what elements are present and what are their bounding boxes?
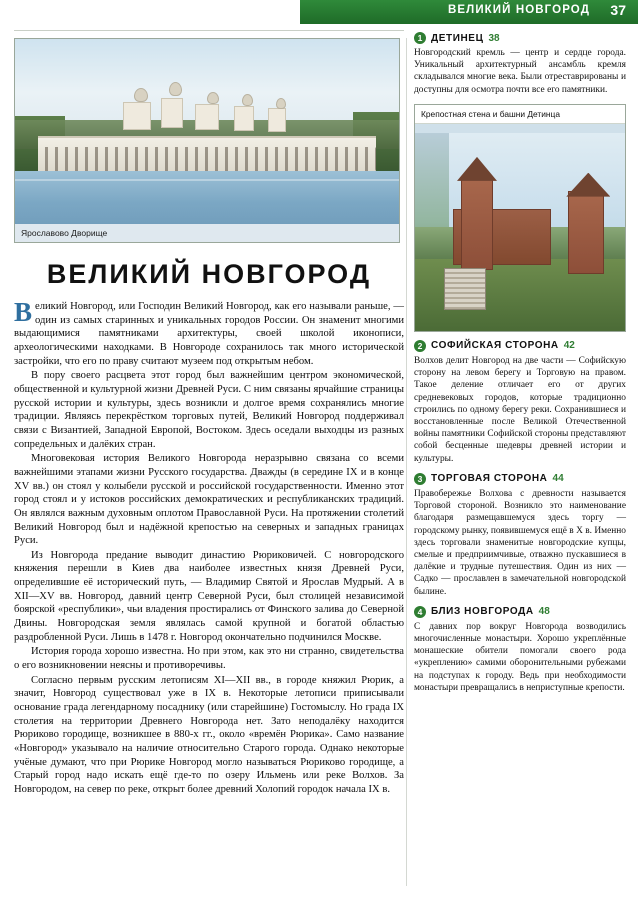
photo-dome-4 (242, 94, 253, 106)
sidebar-block-title: СОФИЙСКАЯ СТОРОНА (431, 340, 559, 352)
sidebar-photo-stairs (444, 268, 486, 310)
photo-church-3 (195, 104, 219, 130)
sidebar-block-text: Правобережье Волхова с древности называется Торговой стороной. Возникло это наименование благодаря размещавшемуся здесь торгу — городскому рынку, появившемуся ещё в X в. Именно здесь торговали знаменитые новгородские купцы, смелые и предприимчивые, отважно пускавшиеся в далёкие и трудные путешествия. Один из них — Садко — прославлен в замечательной новгородской былине. (414, 488, 626, 597)
sidebar-block-header (414, 32, 626, 44)
page-number: 37 (610, 2, 626, 18)
sidebar-block-text: Волхов делит Новгород на две части — Софийскую сторону на левом берегу и Торговую на правом. Такое деление отличает его от других средневековых городов, которые традиционно строились по одному берегу реки. Сохранившиеся и восстановленные после Великой Отечественной войны памятники Софийской стороны представляют собой бесценные шедевры древней истории и культуры. (414, 355, 626, 464)
paragraph-6: Согласно первым русским летописям XI—XII вв., в городе княжил Рюрик, а значит, Новгород существовал уже в IX в. Некоторые летописи приписывали основание града легендарному посаднику (или старейшине) Гостомыслу. Но града IX столетия на территории Древнего Новгорода нет. Зато неподалёку находится Рюриково городище, возникшее в 880-х гг., около «времён Рюрика». Само название «Новгород» указывало на наличие относительно Старого города. Однако некоторые учёные думают, что при Рюрике Новгород могло называться Рюриково городище, а Старый город надо искать ещё где-то по озеру Ильмень или реке Волхов. За Новгородом, на север по реке, открыт более древний Холопий городок начала IX в. (14, 674, 404, 795)
sidebar-block-detinets[interactable] (414, 32, 626, 96)
paragraph-2: В пору своего расцвета этот город был важнейшим центром экономической, общественной и культурной жизни Древней Руси. С ним связаны ярчайшие страницы русской истории и культуры, здесь возникли и долгое время сохранялись многие традиции. Являясь перекрёстком торговых путей, Великий Новгород поддерживал связи с Византией, Западной Европой, Востоком. Здесь оседали выходцы из разных сопредельных и далёких стран. (14, 370, 404, 450)
drop-cap: В (14, 297, 33, 327)
sidebar-block-text: С давних пор вокруг Новгорода возводились многочисленные монастыри. Хорошо укреплённые монашеские обители помогали своего рода «укреплению» самими оборонительными рубежами на подступах к городу. Ведь при необходимости монастыри превращались в неприступные крепости. (414, 621, 626, 693)
paragraph-5: История города хорошо известна. Но при этом, как это ни странно, свидетельства о его возникновении неясны и противоречивы. (14, 646, 404, 672)
paragraph-3: Многовековая история Великого Новгорода неразрывно связана со всеми важнейшими этапами жизни Русского государства. Дважды (в середине IX и в конце XV вв.) он стоял у колыбели русской и российской государственности. Именно этот город стоял и у истоков российских демократических и республиканских традиций. Он являлся важным духовным оплотом Православной Руси. На протяжении столетий Великий Новгород был и надёжной крепостью на северных и западных границах Руси. (14, 453, 404, 547)
photo-dome-5 (276, 98, 286, 109)
running-title: ВЕЛИКИЙ НОВГОРОД (447, 4, 590, 16)
sidebar-block-bliz-novgoroda[interactable] (414, 606, 626, 694)
article-title: ВЕЛИКИЙ НОВГОРОД (46, 259, 372, 289)
paragraph-4: Из Новгорода предание выводит династию Рюриковичей. С новгородского княжения перешли в Киев два наиболее известных князя Древней Руси, определившие её исторический путь, — Владимир Святой и Ярослав Мудрый. А в XII—XV вв. Новгород, давний центр Северной Руси, был столицей независимой боярской «республики», чьи владения простирались от Финского залива до Северной Двины. Новгородская земля являлась самой крупной и богатой областью раздробленной Руси. Лишь в 1478 г. Новгород окончательно подчинился Москве. (14, 549, 404, 643)
photo-dome-1 (134, 88, 148, 102)
article-body (14, 297, 404, 797)
paragraph-1 (14, 297, 404, 368)
photo-waterline (15, 179, 399, 181)
sidebar-photo-tower-right (568, 191, 604, 274)
photo-church-5 (268, 108, 286, 132)
badge-number-icon: 4 (414, 606, 426, 618)
photo-church-4 (234, 106, 254, 131)
photo-church-2 (161, 98, 183, 128)
paragraph-1-text: еликий Новгород, или Господин Великий Новгород, как его называли раньше, — один из самых старинных и уникальных городов России. Он знаменит многими выдающимися памятниками архитектуры, своей школой иконописи, археологическими находками. В Новгороде сохранилось так много исторической застройки, что его по праву считают музеем под открытым небом. (14, 301, 404, 367)
photo-dome-3 (207, 92, 219, 104)
sidebar-block-sofiyskaya[interactable] (414, 340, 626, 465)
column-divider (406, 38, 407, 886)
sidebar-block-header (414, 340, 626, 352)
sidebar-block-page: 42 (563, 340, 575, 352)
sidebar-column (414, 32, 626, 702)
sidebar-block-title: БЛИЗ НОВГОРОДА (431, 606, 534, 618)
main-column (14, 38, 404, 888)
badge-number-icon: 3 (414, 473, 426, 485)
sidebar-block-title: ДЕТИНЕЦ (431, 32, 484, 44)
photo-dome-2 (169, 82, 182, 96)
sidebar-photo-caption: Крепостная стена и башни Детинца (415, 105, 625, 125)
main-photo (14, 38, 400, 243)
sidebar-block-page: 48 (538, 606, 550, 618)
sidebar-block-header (414, 606, 626, 618)
sidebar-block-page: 44 (552, 473, 564, 485)
photo-church-1 (123, 102, 151, 130)
page-header (0, 0, 638, 26)
photo-arcade-arches (38, 147, 376, 171)
badge-number-icon: 1 (414, 32, 426, 44)
header-rule (14, 30, 404, 31)
sidebar-block-title: ТОРГОВАЯ СТОРОНА (431, 473, 548, 485)
sidebar-block-page: 38 (488, 32, 500, 44)
main-photo-caption: Ярославово Дворище (21, 228, 108, 238)
sidebar-photo-tower-left (461, 177, 493, 269)
sidebar-photo (414, 104, 626, 332)
sidebar-block-text: Новгородский кремль — центр и сердце города. Уникальный архитектурный ансамбль кремля складывался многие века. Были отреставрированы и доступны для осмотра почти все его памятники. (414, 48, 626, 95)
badge-number-icon: 2 (414, 340, 426, 352)
sidebar-block-header (414, 473, 626, 485)
sidebar-block-torgovaya[interactable] (414, 473, 626, 598)
